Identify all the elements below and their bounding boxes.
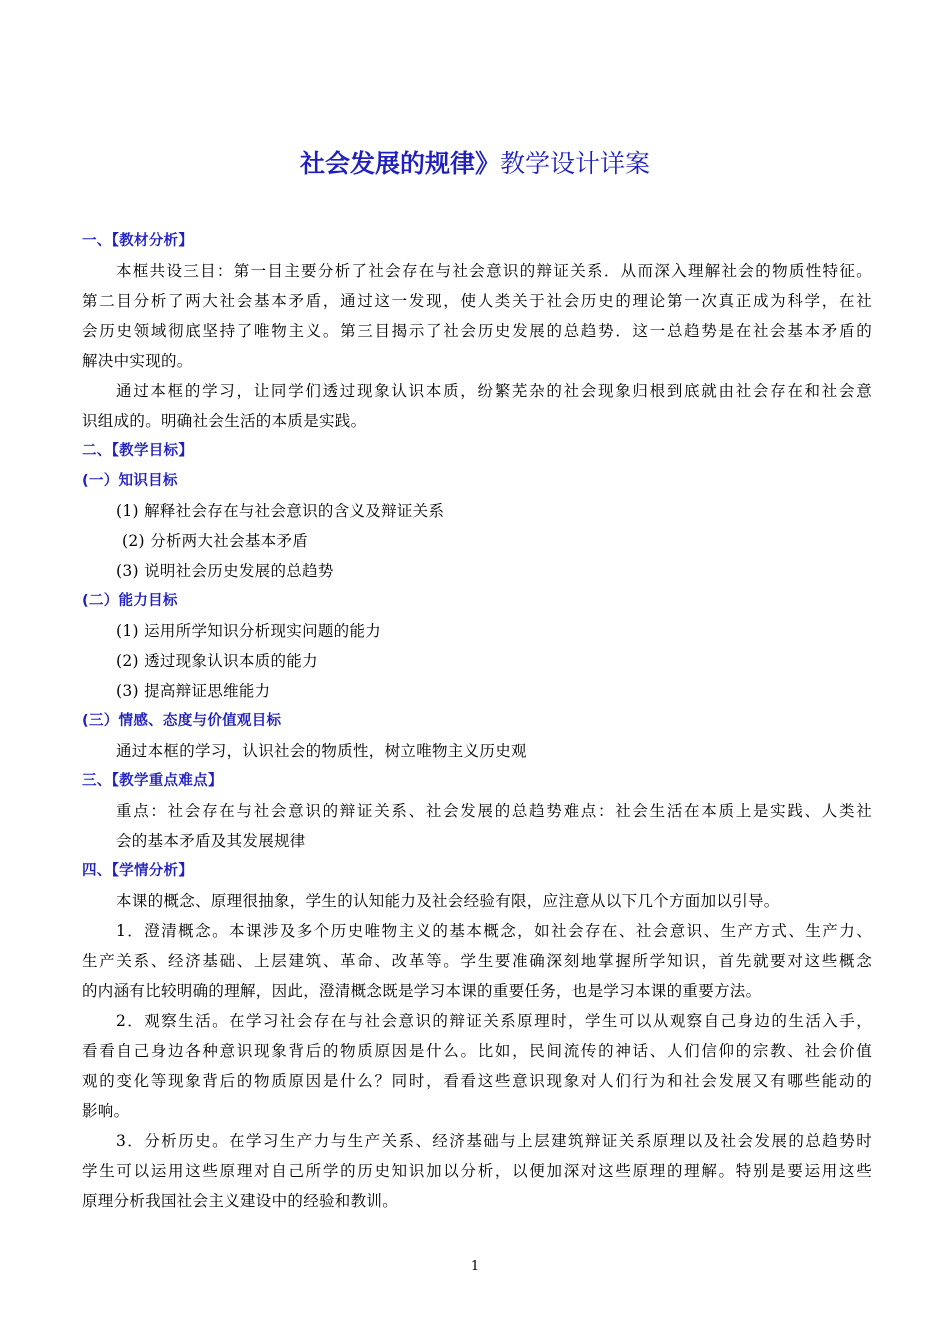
paragraph-line: 解决中实现的。: [82, 352, 193, 370]
list-item: (1) 解释社会存在与社会意识的含义及辩证关系: [116, 502, 445, 520]
page-number: 1: [470, 1259, 480, 1274]
document-body: [82, 226, 872, 1216]
section-heading-key-points: 三、【教学重点难点】: [82, 773, 223, 789]
paragraph-line: 3．分析历史。在学习生产力与生产关系、经济基础与上层建筑辩证关系原理以及社会发展的总趋势时: [116, 1132, 872, 1150]
paragraph-line: 的内涵有比较明确的理解，因此，澄清概念既是学习本课的重要任务，也是学习本课的重要方法。: [82, 982, 762, 1000]
paragraph-line: 2．观察生活。在学习社会存在与社会意识的辩证关系原理时，学生可以从观察自己身边的生活入手，: [116, 1012, 872, 1030]
list-item: (2) 透过现象认识本质的能力: [116, 652, 318, 670]
paragraph-line: 通过本框的学习，让同学们透过现象认识本质，纷繁芜杂的社会现象归根到底就由社会存在和社会意: [116, 382, 872, 400]
paragraph-line: 原理分析我国社会主义建设中的经验和教训。: [82, 1192, 399, 1210]
paragraph-line: 观的变化等现象背后的物质原因是什么？同时，看看这些意识现象对人们行为和社会发展又有哪些能动的: [82, 1072, 872, 1090]
page-title: [0, 146, 950, 182]
section-heading-textbook-analysis: 一、【教材分析】: [82, 233, 194, 249]
paragraph-line: 通过本框的学习，认识社会的物质性，树立唯物主义历史观: [116, 742, 527, 760]
subheading-ability-goals: (二）能力目标: [82, 593, 178, 609]
list-item: (2) 分析两大社会基本矛盾: [122, 532, 309, 550]
paragraph-line: 影响。: [82, 1102, 130, 1120]
paragraph-line: 会历史领域彻底坚持了唯物主义。第三目揭示了社会历史发展的总趋势．这一总趋势是在社会基本矛盾的: [82, 322, 872, 340]
subheading-knowledge-goals: (一）知识目标: [82, 473, 178, 489]
paragraph-line: 1．澄清概念。本课涉及多个历史唯物主义的基本概念，如社会存在、社会意识、生产方式、生产力、: [116, 922, 872, 940]
section-heading-student-analysis: 四、【学情分析】: [82, 863, 194, 879]
paragraph-line: 会的基本矛盾及其发展规律: [116, 832, 306, 850]
list-item: (3) 提高辩证思维能力: [116, 682, 271, 700]
title-bold-part: 社会发展的规律》: [299, 149, 500, 178]
title-regular-part: 教学设计详案: [500, 149, 651, 178]
paragraph-line: 生产关系、经济基础、上层建筑、革命、改革等。学生要准确深刻地掌握所学知识，首先就要对这些概念: [82, 952, 872, 970]
subheading-values-goals: (三）情感、态度与价值观目标: [82, 713, 282, 729]
list-item: (1) 运用所学知识分析现实问题的能力: [116, 622, 382, 640]
paragraph-line: 本课的概念、原理很抽象，学生的认知能力及社会经验有限，应注意从以下几个方面加以引导。: [116, 892, 780, 910]
paragraph-line: 识组成的。明确社会生活的本质是实践。: [82, 412, 367, 430]
section-heading-teaching-goals: 二、【教学目标】: [82, 443, 194, 459]
paragraph-line: 学生可以运用这些原理对自己所学的历史知识加以分析，以便加深对这些原理的理解。特别是要运用这些: [82, 1162, 872, 1180]
paragraph-line: 看看自己身边各种意识现象背后的物质原因是什么。比如，民间流传的神话、人们信仰的宗教、社会价值: [82, 1042, 872, 1060]
paragraph-line: 重点：社会存在与社会意识的辩证关系、社会发展的总趋势难点：社会生活在本质上是实践、人类社: [116, 802, 872, 820]
paragraph-line: 本框共设三目：第一目主要分析了社会存在与社会意识的辩证关系．从而深入理解社会的物质性特征。: [116, 262, 872, 280]
list-item: (3) 说明社会历史发展的总趋势: [116, 562, 334, 580]
paragraph-line: 第二目分析了两大社会基本矛盾，通过这一发现，使人类关于社会历史的理论第一次真正成为科学，在社: [82, 292, 872, 310]
